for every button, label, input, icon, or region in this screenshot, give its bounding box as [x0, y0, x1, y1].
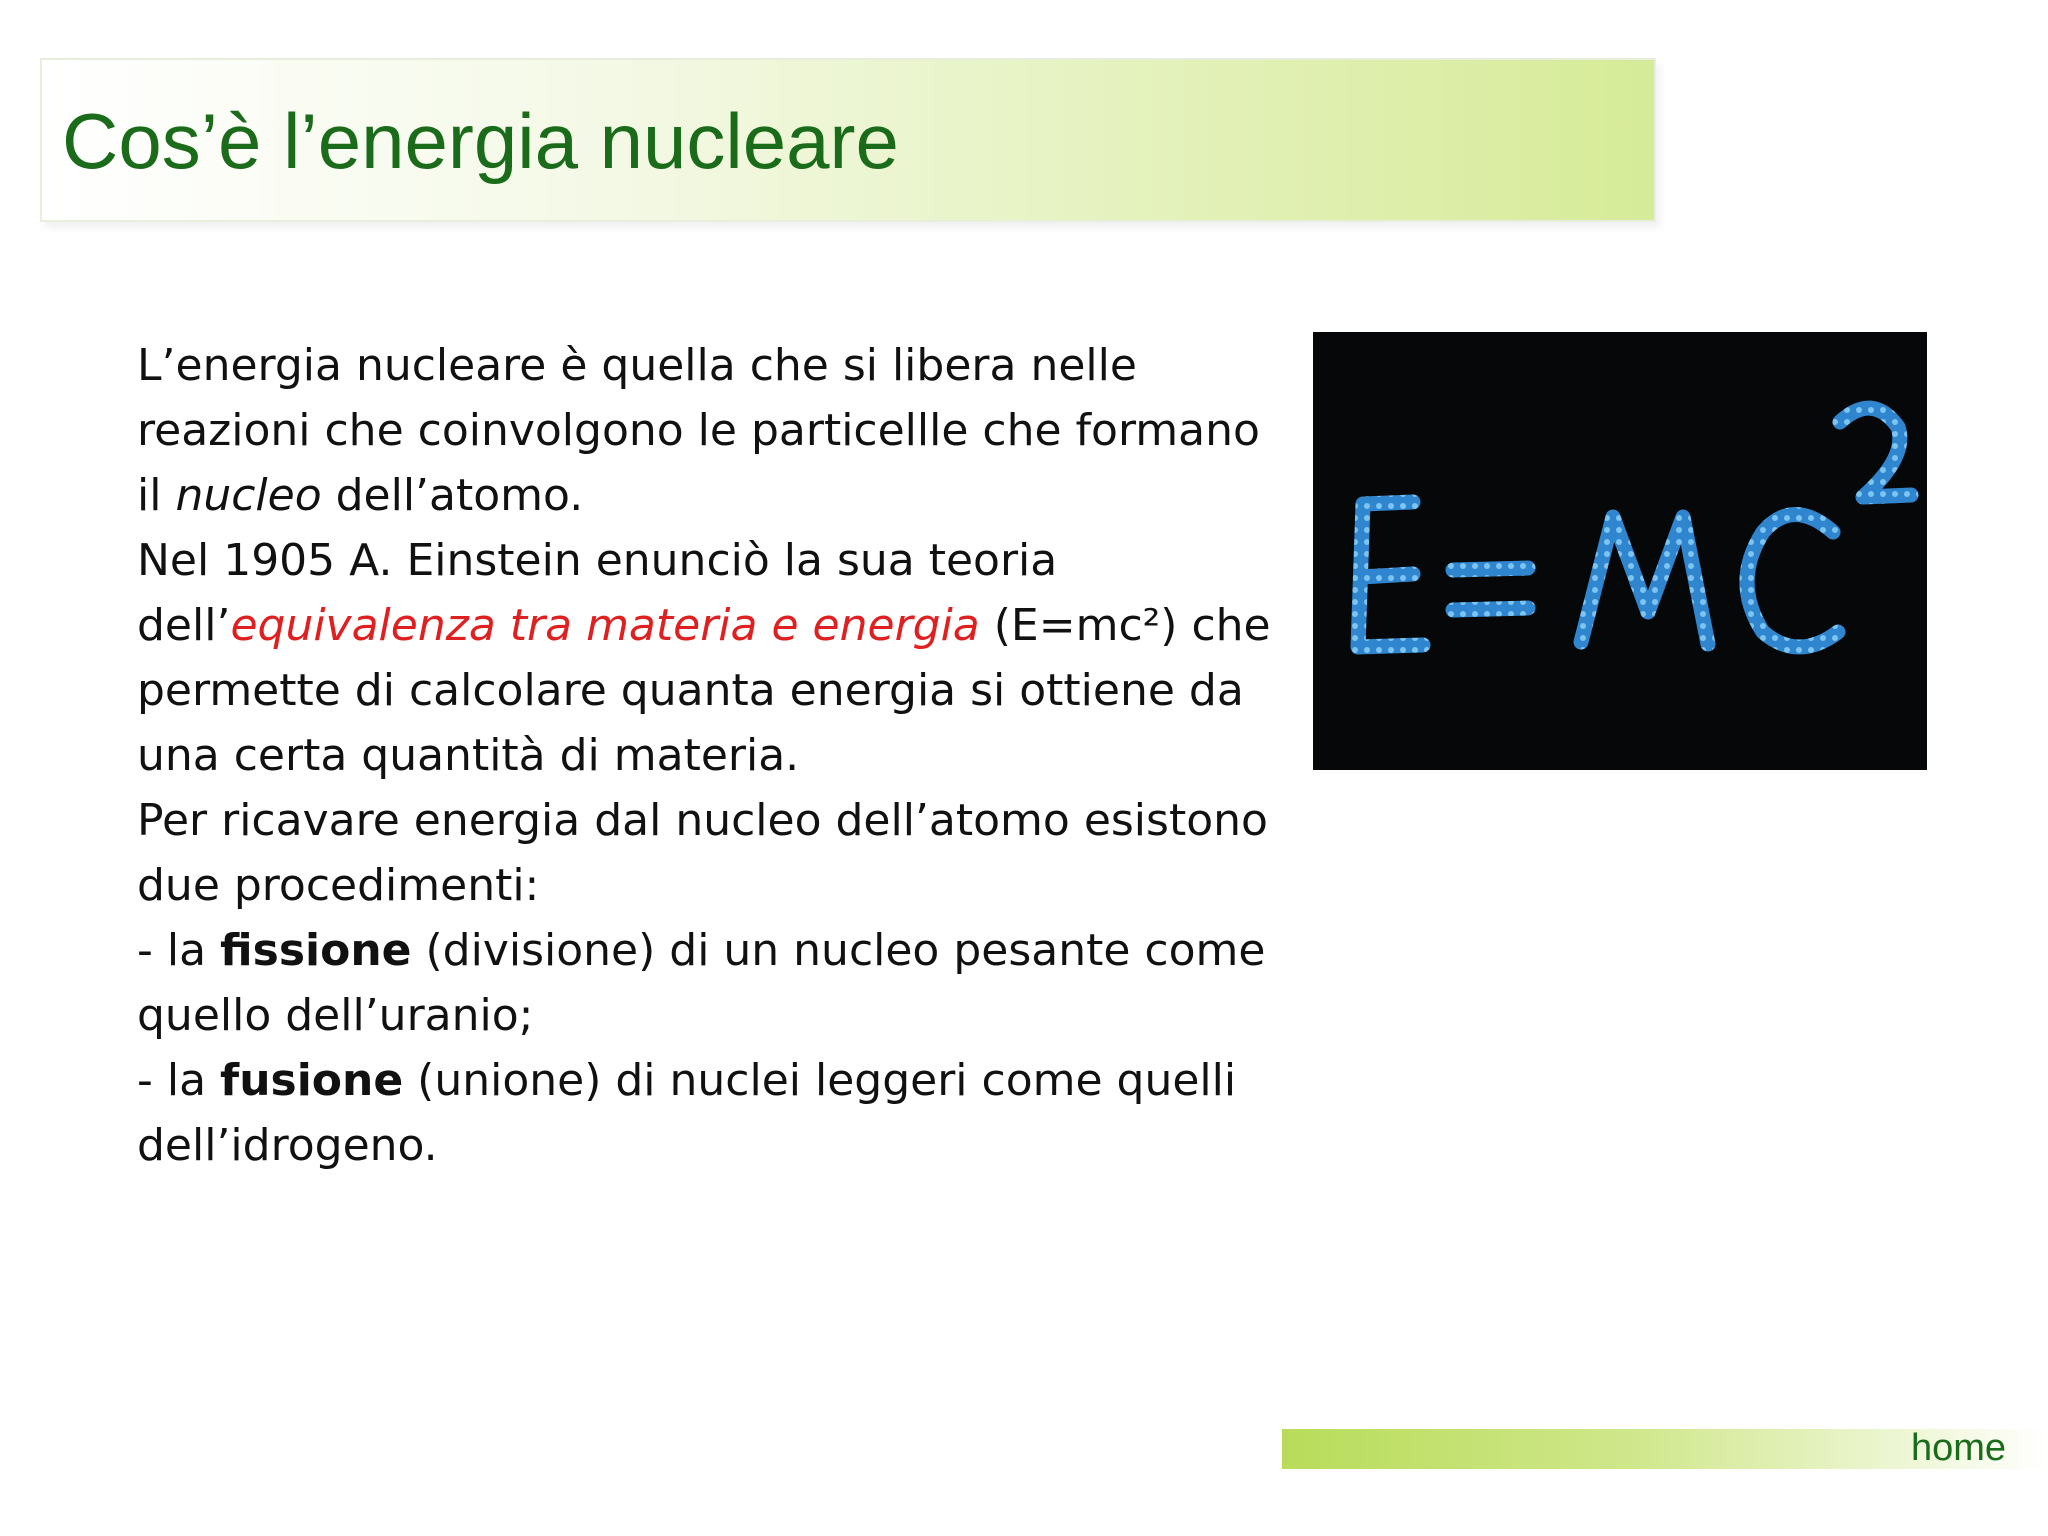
text-segment: Nel 1905 A. Einstein enunciò la sua teoria dell’: [137, 535, 1058, 651]
title-bar: [40, 58, 1656, 222]
emc2-image: [1313, 332, 1927, 770]
home-link[interactable]: home: [1910, 1427, 2006, 1469]
paragraph-definition: [137, 333, 1277, 528]
italic-term: nucleo: [175, 470, 322, 521]
paragraph-einstein: [137, 528, 1277, 788]
highlighted-term: equivalenza tra materia e energia: [230, 600, 980, 651]
list-item-fission: [137, 918, 1277, 1048]
text-segment: - la: [137, 1055, 221, 1106]
text-segment: - la: [137, 925, 221, 976]
paragraph-procedures: Per ricavare energia dal nucleo dell’atomo esistono due procedimenti:: [137, 795, 1268, 911]
text-segment: (E=mc²) che permette di calcolare quanta energia si ottiene da una certa quantità di materia.: [137, 600, 1271, 781]
slide-title: Cos’è l’energia nucleare: [62, 97, 899, 185]
text-segment: dell’atomo.: [321, 470, 584, 521]
list-item-fusion: [137, 1048, 1277, 1178]
text-segment: (divisione) di un nucleo pesante come quello dell’uranio;: [137, 925, 1266, 1041]
slide-body: [137, 333, 1277, 1178]
bold-term: fissione: [220, 925, 412, 976]
emc2-formula-graphic: [1313, 332, 1927, 770]
text-segment: L’energia nucleare è quella che si libera nelle reazioni che coinvolgono le particellle che formano il: [137, 340, 1260, 521]
text-segment: (unione) di nuclei leggeri come quelli dell’idrogeno.: [137, 1055, 1237, 1171]
bold-term: fusione: [220, 1055, 404, 1106]
